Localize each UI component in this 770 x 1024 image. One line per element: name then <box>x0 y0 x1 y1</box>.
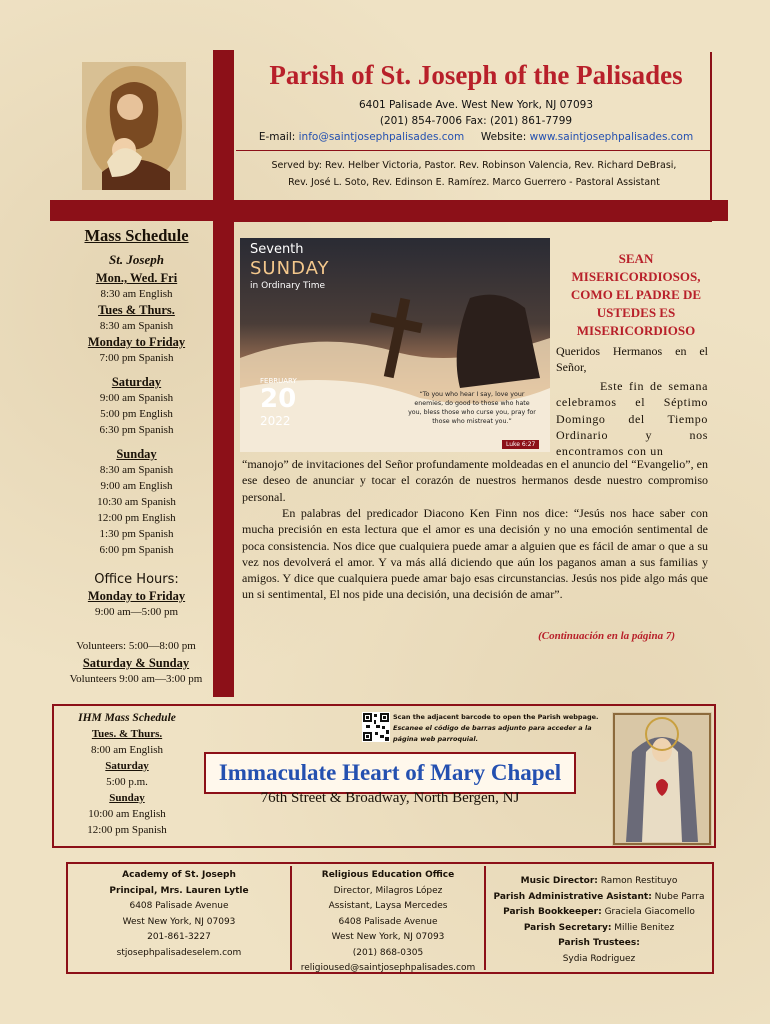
religious-ed-phone: (201) 868-0305 <box>352 947 424 958</box>
academy-title: Academy of St. Joseph <box>122 870 236 880</box>
schedule-time: 10:30 am Spanish <box>97 496 176 508</box>
article-headline: SEAN MISERICORDIOSOS, COMO EL PADRE DE USTEDES ES MISERICORDIOSO <box>570 251 702 338</box>
religious-ed-address-1: 6408 Palisade Avenue <box>338 916 438 927</box>
ihm-schedule-title: IHM Mass Schedule <box>78 712 176 724</box>
feature-line-2: SUNDAY <box>250 258 330 279</box>
email-link[interactable]: info@saintjosephpalisades.com <box>298 131 465 143</box>
feature-line-3: in Ordinary Time <box>250 281 326 291</box>
immaculate-heart-image <box>612 712 712 846</box>
schedule-time: 6:30 pm Spanish <box>99 424 174 436</box>
ihm-mass-schedule <box>62 710 192 838</box>
church-name: St. Joseph <box>109 252 164 267</box>
trustees-label: Parish Trustees: <box>558 938 640 948</box>
feature-month: FEBRUARY <box>260 377 297 385</box>
religious-ed-email[interactable]: religioused@saintjosephpalisades.com <box>300 963 476 973</box>
religious-education-info <box>294 868 482 977</box>
academy-address-2: West New York, NJ 07093 <box>122 916 236 927</box>
office-weekend-label: Saturday & Sunday <box>82 656 190 670</box>
office-weekday-hours: 9:00 am—5:00 pm <box>94 606 179 618</box>
staff-row <box>488 921 710 937</box>
mass-schedule-title: Mass Schedule <box>84 226 189 245</box>
office-weekend-volunteers: Volunteers 9:00 am—3:00 pm <box>69 673 203 685</box>
staff-role: Music Director: <box>520 876 598 886</box>
academy-info <box>74 868 284 961</box>
ihm-day: Tues. & Thurs. <box>91 728 163 740</box>
ihm-day: Sunday <box>109 792 145 804</box>
cross-vertical-bar <box>213 50 234 697</box>
clergy-box <box>236 150 712 194</box>
staff-name: Graciela Giacomello <box>604 907 695 917</box>
saint-joseph-image <box>82 62 186 190</box>
qr-text-english: Scan the adjacent barcode to open the Parish webpage. <box>393 713 599 721</box>
seventh-sunday-image <box>240 238 550 452</box>
email-label: E-mail: <box>258 131 296 143</box>
qr-code-icon[interactable] <box>362 712 390 742</box>
ihm-time: 10:00 am English <box>88 808 166 820</box>
feature-citation: Luke 6:27 <box>502 440 539 449</box>
schedule-time: 6:00 pm Spanish <box>99 544 174 556</box>
feature-quote: “To you who hear I say, love your enemies, do good to those who hate you, bless those who curse you, pray for those who mistreat you.” <box>408 391 536 425</box>
schedule-time: 1:30 pm Spanish <box>99 528 174 540</box>
schedule-day: Mon., Wed. Fri <box>95 271 178 285</box>
ihm-time: 5:00 p.m. <box>106 776 148 788</box>
article-paragraph-1-rest: “manojo” de invitaciones del Señor profundamente moldeadas en el anuncio del “Evangelio”, en ese deseo de anunciar y tocar el corazón de nuestros hermanos desde nuestro compromiso personal. <box>242 457 708 504</box>
religious-ed-director: Director, Milagros López <box>333 885 443 896</box>
staff-row <box>488 874 710 890</box>
ihm-time: 8:00 am English <box>90 744 164 756</box>
article-greeting: Queridos Hermanos en el Señor, <box>556 344 708 375</box>
schedule-day: Saturday <box>111 375 162 389</box>
religious-ed-title: Religious Education Office <box>321 870 455 880</box>
office-weekday-label: Monday to Friday <box>87 589 186 603</box>
article-paragraph-1-start: Este fin de semana celebramos el Séptimo Domingo del Tiempo Ordinario y nos encontramos con un <box>556 379 708 459</box>
footer-divider <box>290 866 292 970</box>
qr-text-spanish: Escanee el código de barras adjunto para acceder a la página web parroquial. <box>393 724 592 743</box>
staff-role: Parish Administrative Asistant: <box>493 891 652 902</box>
schedule-time: 9:00 am Spanish <box>99 392 174 404</box>
article-paragraph-2: En palabras del predicador Diacono Ken Finn nos dice: “Jesús nos hace saber con mucha precisión en esta lectura que el amor es una decisión y no una emoción sentimental de poca consistencia. Nos dice que cualquiera puede amar a alguien que es fácil de amar o que a su vez nos devolverá el amor. Y va más allá diciendo que aún los paganos aman a sus familias y amigos. Y dice que cualquiera puede amar bajo esas circunstancias. Jesús nos pide algo más que un si sentimental, El nos pide una decisión, una decisión de amar”. <box>242 506 708 602</box>
academy-address-1: 6408 Palisade Avenue <box>129 901 229 911</box>
staff-role: Parish Secretary: <box>523 922 612 933</box>
office-hours-title: Office Hours: <box>94 572 179 587</box>
staff-name: Millie Benitez <box>614 922 675 933</box>
feature-year: 2022 <box>260 414 291 428</box>
feature-day: 20 <box>260 384 297 414</box>
schedule-time: 7:00 pm Spanish <box>99 352 174 364</box>
parish-staff <box>488 874 710 967</box>
parish-address: 6401 Palisade Ave. West New York, NJ 07093 <box>358 99 594 111</box>
ihm-day: Saturday <box>105 760 149 772</box>
clergy-line-1: Served by: Rev. Helber Victoria, Pastor. Rev. Robinson Valencia, Rev. Richard DeBrasi, <box>271 160 677 171</box>
academy-phone: 201-861-3227 <box>147 932 211 942</box>
schedule-time: 8:30 am English <box>100 288 173 300</box>
schedule-time: 5:00 pm English <box>100 408 173 420</box>
ihm-time: 12:00 pm Spanish <box>87 824 167 836</box>
website-link[interactable]: www.saintjosephpalisades.com <box>529 131 694 143</box>
schedule-day: Tues & Thurs. <box>98 303 175 317</box>
schedule-time: 8:30 am Spanish <box>99 320 174 332</box>
footer-divider <box>484 866 486 970</box>
clergy-line-2: Rev. José L. Soto, Rev. Edinson E. Ramírez. Marco Guerrero - Pastoral Assistant <box>288 177 660 188</box>
academy-email[interactable]: stjosephpalisadeselem.com <box>116 947 242 958</box>
chapel-address: 76th Street & Broadway, North Bergen, NJ <box>260 790 520 806</box>
schedule-time: 8:30 am Spanish <box>99 464 174 476</box>
staff-role: Parish Bookkeeper: <box>503 907 602 917</box>
parish-phone: (201) 854-7006 Fax: (201) 861-7799 <box>379 115 573 127</box>
religious-ed-address-2: West New York, NJ 07093 <box>331 932 445 942</box>
schedule-day: Monday to Friday <box>87 335 186 349</box>
religious-ed-assistant: Assistant, Laysa Mercedes <box>328 901 448 911</box>
schedule-day: Sunday <box>116 447 157 461</box>
office-weekday-volunteers: Volunteers: 5:00—8:00 pm <box>76 640 196 652</box>
schedule-time: 9:00 am English <box>100 480 173 492</box>
schedule-time: 12:00 pm English <box>97 512 176 524</box>
feature-line-1: Seventh <box>250 242 304 257</box>
trustees-name: Sydia Rodriguez <box>562 953 636 964</box>
website-label: Website: <box>480 131 527 143</box>
academy-principal: Principal, Mrs. Lauren Lytle <box>109 885 249 896</box>
mass-schedule <box>64 228 209 620</box>
staff-name: Nube Parra <box>654 891 705 902</box>
chapel-name: Immaculate Heart of Mary Chapel <box>204 752 576 794</box>
staff-row <box>488 890 710 906</box>
qr-instructions <box>393 712 608 745</box>
staff-name: Ramon Restituyo <box>600 876 678 886</box>
parish-title: Parish of St. Joseph of the Palisades <box>269 60 683 90</box>
continued-note: (Continuación en la página 7) <box>538 630 675 642</box>
contact-line <box>236 131 716 143</box>
staff-row <box>488 905 710 921</box>
